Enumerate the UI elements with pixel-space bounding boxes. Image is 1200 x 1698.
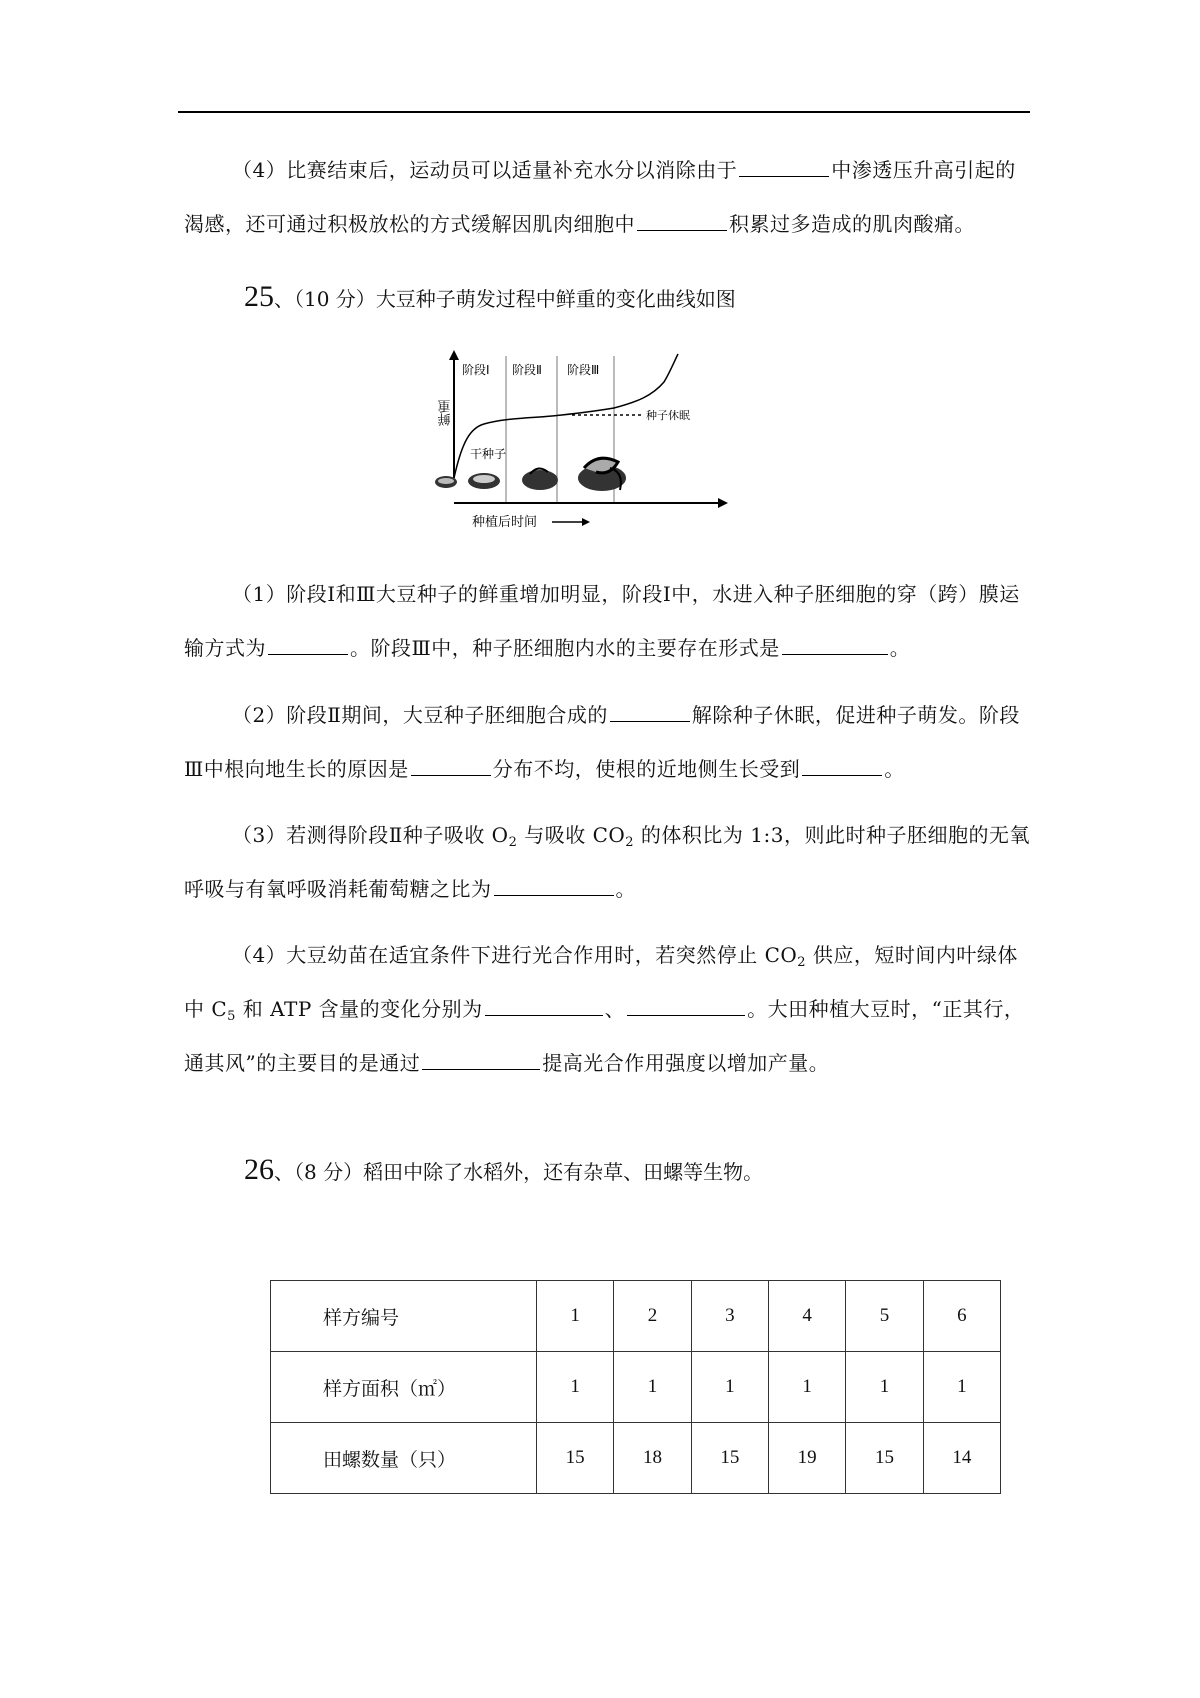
answer-blank[interactable]: [739, 156, 829, 177]
table-cell: 15: [691, 1423, 768, 1494]
germinating-seed-icon: [522, 470, 558, 490]
table-cell: 1: [537, 1281, 614, 1352]
table-cell: 18: [614, 1423, 691, 1494]
seed-icon: [473, 475, 495, 483]
stage2-label: 阶段Ⅱ: [512, 363, 542, 377]
answer-blank[interactable]: [485, 995, 603, 1016]
quadrat-table: [270, 1280, 1001, 1494]
answer-blank[interactable]: [802, 755, 882, 776]
table-cell: 14: [923, 1423, 1000, 1494]
q25-heading: 25、（10 分）大豆种子萌发过程中鲜重的变化曲线如图: [244, 280, 736, 313]
table-cell: 1: [923, 1352, 1000, 1423]
table-cell: 1: [691, 1352, 768, 1423]
answer-blank[interactable]: [627, 995, 745, 1016]
y-axis-arrow: [449, 350, 459, 360]
answer-blank[interactable]: [610, 701, 690, 722]
q24-part4: （4）比赛结束后，运动员可以适量补充水分以消除由于 中渗透压升高引起的渴感，还可通过积极放松的方式缓解因肌肉细胞中 积累过多造成的肌肉酸痛。: [184, 158, 1016, 236]
header-rule: [178, 111, 1030, 113]
answer-blank[interactable]: [782, 634, 888, 655]
answer-blank[interactable]: [422, 1049, 540, 1070]
table-cell: 2: [614, 1281, 691, 1352]
seed-weight-figure: [432, 350, 732, 535]
row-header: 样方编号: [271, 1281, 537, 1352]
table-cell: 4: [768, 1281, 845, 1352]
answer-blank[interactable]: [637, 210, 727, 231]
table-cell: 5: [846, 1281, 923, 1352]
dry-seed-label: 干种子: [470, 447, 507, 461]
q25-part1: （1）阶段Ⅰ和Ⅲ大豆种子的鲜重增加明显，阶段Ⅰ中，水进入种子胚细胞的穿（跨）膜运输方式为 。阶段Ⅲ中，种子胚细胞内水的主要存在形式是 。: [184, 582, 1020, 660]
table-cell: 19: [768, 1423, 845, 1494]
stage3-label: 阶段Ⅲ: [567, 363, 600, 377]
seed-icon: [438, 478, 454, 484]
q26-heading: 26、（8 分）稻田中除了水稻外，还有杂草、田螺等生物。: [244, 1153, 764, 1186]
table-cell: 15: [846, 1423, 923, 1494]
q25-part4: （4）大豆幼苗在适宜条件下进行光合作用时，若突然停止 $CO_2$ 供应，短时间内叶绿体中 $C_5$ 和 ATP 含量的变化分别为 、 。大田种植大豆时，“正其行，通其风”的主要目的是通过 提高光合作用强度以增加产量。: [184, 943, 1025, 1075]
stage1-label: 阶段Ⅰ: [462, 363, 490, 377]
table-row: [271, 1423, 1001, 1494]
table-cell: 1: [537, 1352, 614, 1423]
table-row: [271, 1352, 1001, 1423]
row-header: 田螺数量（只）: [271, 1423, 537, 1494]
table-cell: 1: [846, 1352, 923, 1423]
table-cell: 6: [923, 1281, 1000, 1352]
answer-blank[interactable]: [411, 755, 491, 776]
dormant-label: 种子休眠: [646, 409, 690, 422]
table-cell: 3: [691, 1281, 768, 1352]
answer-blank[interactable]: [494, 875, 614, 896]
answer-blank[interactable]: [268, 634, 348, 655]
q25-part2: （2）阶段Ⅱ期间，大豆种子胚细胞合成的 解除种子休眠，促进种子萌发。阶段Ⅲ中根向地生长的原因是 分布不均，使根的近地侧生长受到 。: [184, 703, 1020, 781]
x-axis-arrow: [718, 498, 728, 508]
table-row: [271, 1281, 1001, 1352]
time-arrow-head: [582, 518, 590, 526]
y-axis-label: 鲜重: [438, 400, 454, 426]
row-header: 样方面积（㎡）: [271, 1352, 537, 1423]
table-cell: 1: [614, 1352, 691, 1423]
table-cell: 15: [537, 1423, 614, 1494]
table-cell: 1: [768, 1352, 845, 1423]
q25-part3: （3）若测得阶段Ⅱ种子吸收 $O_2$ 与吸收 $CO_2$ 的体积比为 1:3，则此时种子胚细胞的无氧呼吸与有氧呼吸消耗葡萄糖之比为 。: [184, 823, 1030, 901]
x-axis-label: 种植后时间: [472, 515, 538, 530]
